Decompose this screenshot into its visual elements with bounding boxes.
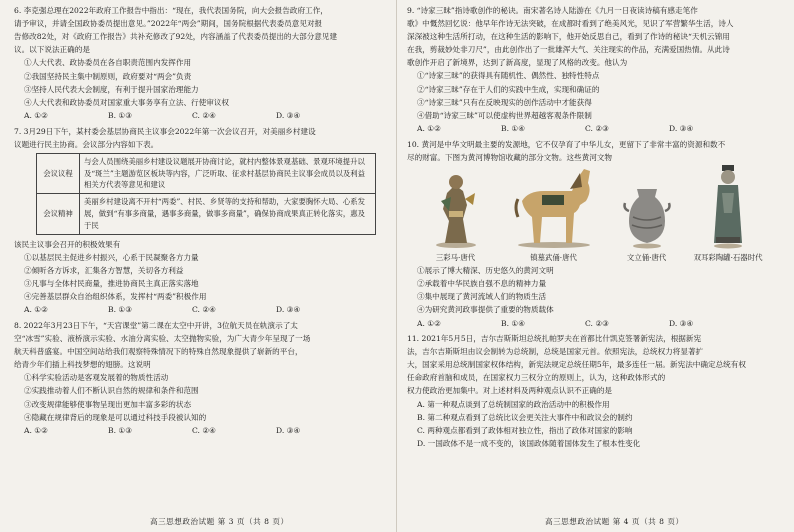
- q6-option: ③坚持人民代表大会制度，有利于提升国家治理能力: [24, 84, 199, 94]
- q7-prompt: 该民主议事会召开的积极效果有: [14, 239, 121, 249]
- page-footer-right: 高三思想政治试题 第 4 页（共 8 页）: [545, 517, 684, 526]
- question-9: [407, 4, 782, 136]
- artifact-caption: 三彩马·唐代: [435, 252, 476, 262]
- q10-stem-line: 尽的财富。下图为黄河博物馆收藏的部分文物。这些黄河文物: [407, 152, 613, 162]
- meeting-table: [36, 153, 376, 235]
- artifact-caption: 文立俑·唐代: [626, 252, 667, 262]
- table-head-cell: 会议精神: [37, 194, 80, 234]
- q11-stem-line: 任命政府首脑和成员，在国家权力三权分立的原则上，认为，这种政体形式的: [407, 373, 666, 383]
- sancai-horse-figure-image: [427, 171, 485, 249]
- q6-option: ②我国坚持民主集中制原则，政府要对“两会”负责: [24, 71, 192, 81]
- q11-option-a[interactable]: A. 第一种观点谈到了总统制国家的政治活动中的积极作用: [417, 399, 610, 409]
- q6-stem-line: 议。以下说法正确的是: [14, 45, 90, 55]
- q9-answer-d[interactable]: D. ③④: [669, 124, 694, 134]
- q11-option-d[interactable]: D. 一国政体不是一成不变的，该国政体随着国体发生了根本性变化: [417, 439, 641, 449]
- q11-option-c[interactable]: C. 两种观点都看到了政体相对独立性，指出了政体对国家的影响: [417, 425, 633, 435]
- q11-stem-line: 权力使政治更加集中。对上述材料及两种观点认识不正确的是: [407, 386, 613, 396]
- q7-answer-c[interactable]: C. ②④: [192, 305, 216, 315]
- q6-answer-b[interactable]: B. ①③: [108, 111, 133, 121]
- q11-stem-line: 法，吉尔吉斯斯坦由议会制转为总统制，总统是国家元首。依照宪法，总统权力将显著扩: [407, 347, 704, 357]
- q9-stem-line: 在我，剪裁妙处非刀尺”，由此创作出了一批雄浑大气、关注现实的作品，充满爱国热情。从此诗: [407, 45, 730, 55]
- q8-answer-b[interactable]: B. ①③: [108, 426, 133, 436]
- q9-stem-line: 9. “诗家三昧”指诗歌创作的秘诀。南宋著名诗人陆游在《九月一日夜读诗稿有感走笔作: [407, 6, 698, 15]
- q9-option: ④借助“诗家三昧”可以使虚构世界超越客观条件限制: [417, 111, 592, 121]
- q8-answer-choices: [14, 424, 389, 437]
- q7-option: ④完善基层群众自治组织体系，发挥村“两委”积极作用: [24, 292, 207, 302]
- artifact-caption: 镇墓武俑·唐代: [530, 252, 577, 262]
- q9-option: ③“诗家三昧”只有在反映现实的创作活动中才能获得: [417, 97, 592, 107]
- artifact-painted-jar: [694, 163, 763, 264]
- q10-answer-choices: [407, 317, 782, 330]
- q11-option-b[interactable]: B. 第二种观点看到了总统比议会更关注大事件中和政议会的制约: [417, 412, 633, 422]
- q9-option: ①“诗家三昧”的获得具有随机性、偶然性、独特性特点: [417, 71, 600, 81]
- question-10: [407, 138, 782, 330]
- q8-option: ②实践推动着人们不断认识自然的规律和条件和范围: [24, 386, 199, 396]
- q7-option: ③凡事与全体村民商量，推进协商民主真正落实落地: [24, 279, 199, 289]
- q6-stem-line: 请予审议，并请全国政协委员提出意见。”2022年“两会”期间，国务院根据代表委员意见对报: [14, 19, 323, 29]
- q7-option: ②倾听各方诉求，汇集各方智慧，关切各方利益: [24, 265, 184, 275]
- q10-answer-b[interactable]: B. ①④: [501, 318, 526, 328]
- q10-option: ①展示了博大精深、历史悠久的黄河文明: [417, 265, 554, 275]
- q8-answer-c[interactable]: C. ②④: [192, 426, 216, 436]
- page-footer-left: 高三思想政治试题 第 3 页（共 8 页）: [150, 517, 289, 526]
- q8-option: ④隐藏在规律背后的现象是可以通过科技手段被认知的: [24, 412, 207, 422]
- artifact-gallery: [415, 168, 774, 264]
- q8-option: ①科学实验活动是客观发展着的物质性活动: [24, 373, 169, 383]
- q8-stem-line: 给青少年们插上科技梦想的翅膀。这说明: [14, 360, 151, 370]
- q6-stem-line: 6. 李克强总理在2022年政府工作报告中指出：“现在，我代表国务院，向大会报告政府工作，: [14, 6, 328, 15]
- page-4: [397, 0, 794, 532]
- q9-stem-line: 歌》中慨然回忆说：他早年作诗无法突破，在成都时看到了绝美风光，见识了军营繁华生活，诗人: [407, 19, 734, 29]
- jar-image: [623, 183, 671, 249]
- q10-option: ②承载着中华民族自强不息的精神力量: [417, 279, 547, 289]
- q10-answer-c[interactable]: C. ②③: [585, 318, 609, 328]
- q6-answer-a[interactable]: A. ①②: [24, 111, 48, 121]
- q10-option: ③集中展现了黄河流域人们的物质生活: [417, 292, 547, 302]
- civil-official-figure-image: [708, 163, 748, 249]
- question-6: [14, 4, 389, 123]
- q10-answer-d[interactable]: D. ③④: [669, 318, 694, 328]
- artifact-tomb-warrior: [508, 161, 600, 264]
- q7-answer-b[interactable]: B. ①③: [108, 305, 133, 315]
- q6-answer-choices: [14, 109, 389, 122]
- question-7: [14, 125, 389, 317]
- q8-answer-a[interactable]: A. ①②: [24, 426, 48, 436]
- q9-stem-line: 歌创作开启了新境界，达到了新高度，显现了风格的改变。他认为: [407, 58, 628, 68]
- table-row: [37, 194, 376, 234]
- q8-option: ③改变规律能够使事物呈现出更加丰富多彩的状态: [24, 399, 192, 409]
- q8-stem-line: 空“冰雪”实验、液桥演示实验、水油分离实验、太空抛物实验，为广大青少年呈现了一场: [14, 333, 311, 343]
- artifact-standing-figure: [623, 183, 671, 264]
- q7-option: ①以基层民主促进乡村振兴，心系于民凝聚各方力量: [24, 252, 199, 262]
- artifact-caption: 双耳彩陶罐·石器时代: [693, 252, 763, 262]
- table-head-cell: 会议议程: [37, 153, 80, 193]
- tomb-warrior-horse-image: [508, 161, 600, 249]
- q6-answer-c[interactable]: C. ②④: [192, 111, 216, 121]
- q8-answer-d[interactable]: D. ③④: [276, 426, 301, 436]
- q11-stem-line: 11. 2021年5月5日，吉尔吉斯斯坦总统扎帕罗夫在首都比什凯克签署新宪法，根据新宪: [407, 334, 702, 344]
- q6-option: ④人大代表和政协委员对国家重大事务享有立法、行使审议权: [24, 97, 230, 107]
- q9-answer-choices: [407, 122, 782, 135]
- q10-stem-line: 10. 黄河是中华文明最主要的发源地，它不仅孕育了中华儿女，更留下了非常丰富的资源和数不: [407, 139, 726, 149]
- q9-answer-a[interactable]: A. ①②: [417, 124, 441, 134]
- q8-stem-line: 航天科普盛宴。中国空间站给我们观察特殊情况下的特殊自然现象提供了崭新的平台，: [14, 347, 303, 357]
- q11-stem-line: 大，国家采用总统制国家权体结构，新宪法规定总统任期5年，最多连任一届。新宪法中确定总统有权: [407, 360, 746, 370]
- q6-stem-line: 告修改82处，对《政府工作报告》共补充修改了92处，内容涵盖了代表委员提出的大部分意见建: [14, 32, 338, 42]
- table-body-cell: 与会人员围绕美丽乡村建设议题展开协商讨论，就村内整体景观基础、景观环境提升以及“斑兰”主题游览区板块等内容，广泛听取、征求村基层协商民主议事会成员以及利益相关方代表等意见和建议: [80, 153, 376, 193]
- question-8: [14, 319, 389, 438]
- q9-stem-line: 深深被这种生活所打动，在这种生活的影响下，他开始反思自己，看到了作诗的秘诀“天机云锦用: [407, 32, 730, 42]
- q6-option: ①人大代表、政协委员在各自职责范围内发挥作用: [24, 58, 192, 68]
- q7-answer-d[interactable]: D. ③④: [276, 305, 301, 315]
- q7-answer-choices: [14, 303, 389, 316]
- q10-option: ④为研究黄河政事提供了重要的物质载体: [417, 305, 554, 315]
- q9-answer-b[interactable]: B. ①④: [501, 124, 526, 134]
- q7-stem-line: 7. 3月29日下午，某村委会基层协商民主议事会2022年第一次会议召开，对美丽乡村建设: [14, 126, 316, 136]
- artifact-sancai-horse: [427, 171, 485, 264]
- question-11: [407, 332, 782, 450]
- q10-answer-a[interactable]: A. ①②: [417, 318, 441, 328]
- q8-stem-line: 8. 2022年3月23日下午，“天宫课堂”第二课在太空中开讲，3位航天员在轨演示了太: [14, 320, 298, 330]
- q6-answer-d[interactable]: D. ③④: [276, 111, 301, 121]
- table-row: [37, 153, 376, 193]
- q7-answer-a[interactable]: A. ①②: [24, 305, 48, 315]
- q9-option: ②“诗家三昧”存在于人们的实践中生成，实现和确证的: [417, 84, 600, 94]
- q9-answer-c[interactable]: C. ②③: [585, 124, 609, 134]
- q7-stem-line: 议题进行民主协商。会议部分内容如下表。: [14, 139, 159, 149]
- table-body-cell: 美丽乡村建设离不开村“两委”、村民、乡贤等的支持和帮助，大家要胸怀大局、心系发展，做到“有事多商量，遇事多商量，做事多商量”，确保协商成果真正转化落实，惠及于民: [80, 194, 376, 234]
